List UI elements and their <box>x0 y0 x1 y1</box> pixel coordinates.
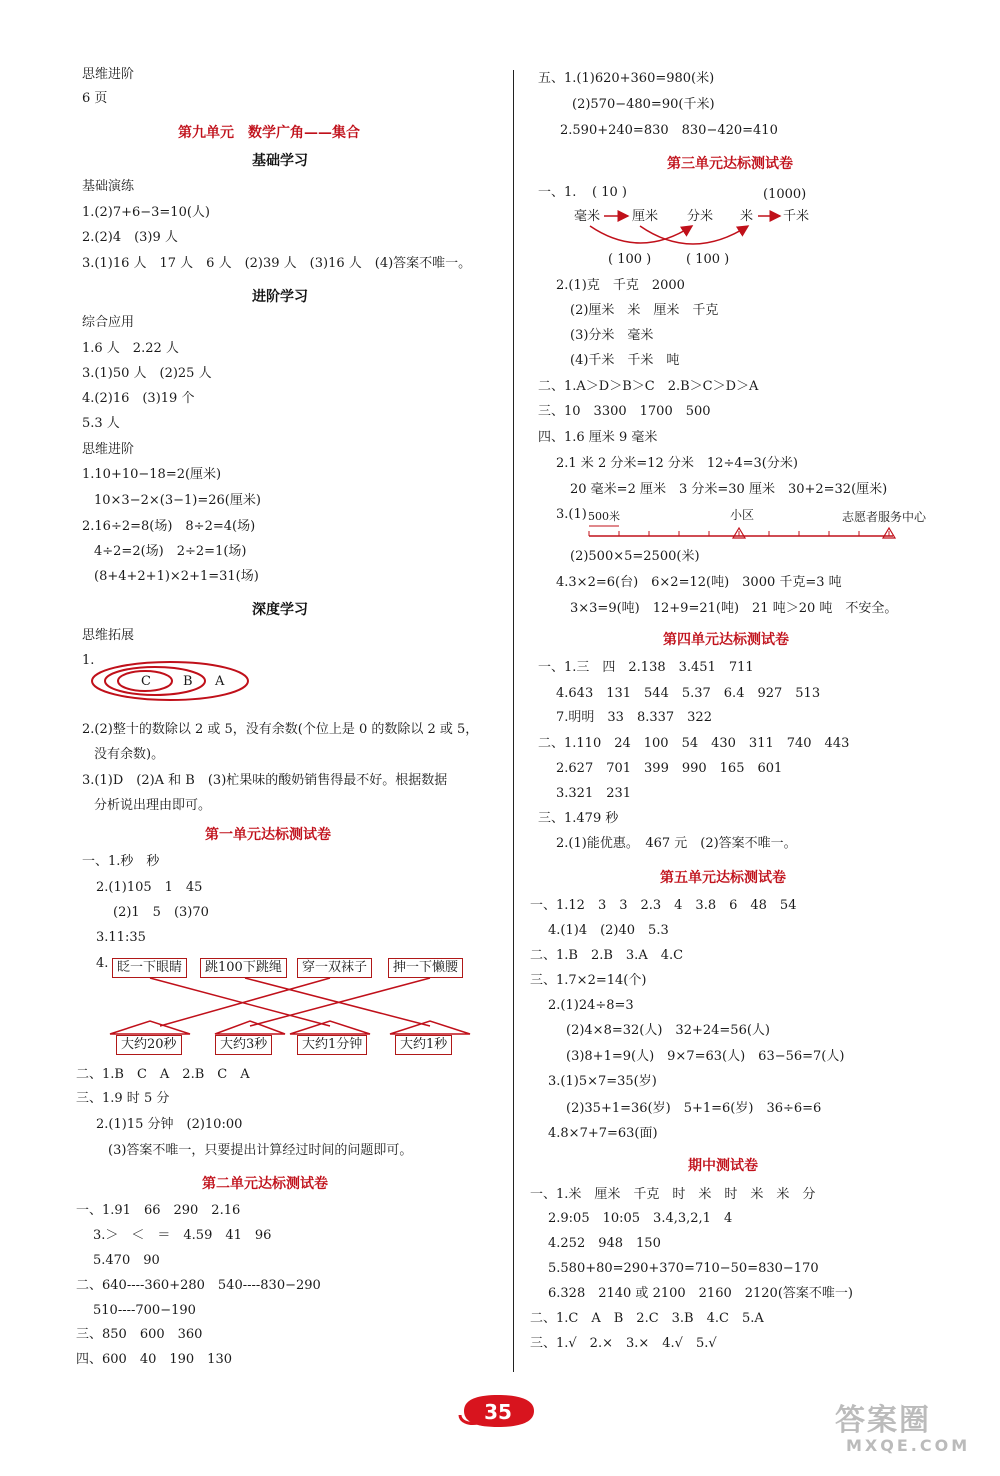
line-label-mid: 小区 <box>730 508 755 522</box>
answer-line: 没有余数)。 <box>94 747 165 762</box>
answer-line: 3.＞ ＜ ＝ 4.59 41 96 <box>93 1228 272 1243</box>
left-heading-think: 思维进阶 <box>82 67 135 82</box>
venn-label-a: A <box>215 674 225 689</box>
answer-line: 四、600 40 190 130 <box>76 1352 232 1367</box>
answer-line: 2.(1)克 千克 2000 <box>556 278 685 293</box>
answer-line: 3.(1) <box>556 507 587 522</box>
venn-diagram <box>90 660 255 706</box>
answer-line: 1.10+10−18=2(厘米) <box>82 467 222 482</box>
answer-line: 7.明明 33 8.337 322 <box>556 710 712 725</box>
answer-line: 5.3 人 <box>82 416 120 431</box>
venn-label-c: C <box>141 674 151 689</box>
answer-line: 2.(2)整十的数除以 2 或 5，没有余数(个位上是 0 的数除以 2 或 5， <box>82 722 479 737</box>
unit-dm: 分米 <box>687 209 714 224</box>
answer-line: 二、1.A＞D＞B＞C 2.B＞C＞D＞A <box>538 379 759 394</box>
answer-line: 4.8×7+7=63(面) <box>548 1126 658 1141</box>
answer-line: 分析说出理由即可。 <box>94 798 212 813</box>
answer-line: 四、1.6 厘米 9 毫米 <box>538 430 658 445</box>
unit2-title: 第二单元达标测试卷 <box>202 1176 328 1192</box>
deep-sub: 思维拓展 <box>82 628 135 643</box>
answer-line: 1.(2)7+6−3=10(人) <box>82 205 210 220</box>
answer-line: 一、1.12 3 3 2.3 4 3.8 6 48 54 <box>530 898 797 913</box>
unit5-title: 第五单元达标测试卷 <box>660 870 786 886</box>
number-line <box>585 524 900 542</box>
unit1-title: 第一单元达标测试卷 <box>205 827 331 843</box>
matching-lines <box>100 976 480 1038</box>
answer-line: 三、1.7×2=14(个) <box>530 973 647 988</box>
answer-line: 6.328 2140 或 2100 2160 2120(答案不唯一) <box>548 1286 853 1301</box>
left-page-ref: 6 页 <box>82 91 108 106</box>
answer-line: (2)570−480=90(千米) <box>572 97 715 112</box>
answer-line: 2.(1)24÷8=3 <box>548 998 634 1013</box>
answer-line: 5.580+80=290+370=710−50=830−170 <box>548 1261 819 1276</box>
unit-mm: 毫米 <box>574 209 601 224</box>
answer-line: 三、1.√ 2.× 3.× 4.√ 5.√ <box>530 1336 717 1351</box>
answer-line: 二、1.B 2.B 3.A 4.C <box>530 948 684 963</box>
answer-line: 一、1. <box>538 185 577 200</box>
answer-line: 一、1.米 厘米 千克 时 米 时 米 米 分 <box>530 1187 816 1202</box>
answer-line: 4÷2=2(场) 2÷2=1(场) <box>94 544 247 559</box>
answer-line: 三、1.479 秒 <box>538 811 619 826</box>
answer-line: 4.(1)4 (2)40 5.3 <box>548 923 669 938</box>
basic-study-title: 基础学习 <box>252 153 308 169</box>
answer-line: (2)35+1=36(岁) 5+1=6(岁) 36÷6=6 <box>566 1101 822 1116</box>
answer-line: 三、10 3300 1700 500 <box>538 404 711 419</box>
answer-line: 3.(1)50 人 (2)25 人 <box>82 366 212 381</box>
match-bottom-2: 大约3秒 <box>215 1035 272 1055</box>
unit-num-1000: (1000) <box>763 187 807 202</box>
answer-line: 2.(2)4 (3)9 人 <box>82 230 178 245</box>
unit-arrows <box>560 200 820 250</box>
answer-line: 2.(1)15 分钟 (2)10:00 <box>96 1117 243 1132</box>
answer-line: (2)厘米 米 厘米 千克 <box>570 303 719 318</box>
match-bottom-1: 大约20秒 <box>116 1035 182 1055</box>
answer-line: 1. <box>82 653 95 668</box>
answer-line: (3)分米 毫米 <box>570 328 654 343</box>
answer-line: (2)4×8=32(人) 32+24=56(人) <box>566 1023 770 1038</box>
unit-num-10: ( 10 ) <box>592 185 627 200</box>
venn-label-b: B <box>183 674 193 689</box>
answer-line: 4.3×2=6(台) 6×2=12(吨) 3000 千克=3 吨 <box>556 575 842 590</box>
answer-line: 510----700−190 <box>93 1303 196 1318</box>
match-top-1: 眨一下眼睛 <box>112 958 187 978</box>
answer-line: 一、1.三 四 2.138 3.451 711 <box>538 660 754 675</box>
adv-sub: 综合应用 <box>82 315 135 330</box>
unit-m: 米 <box>740 209 754 224</box>
advanced-study-title: 进阶学习 <box>252 289 308 305</box>
answer-line: 3.(1)5×7=35(岁) <box>548 1074 657 1089</box>
answer-line: 二、640----360+280 540----830−290 <box>76 1278 321 1293</box>
match-bottom-4: 大约1秒 <box>395 1035 452 1055</box>
answer-line: 4.643 131 544 5.37 6.4 927 513 <box>556 686 821 701</box>
unit-num-100-b: ( 100 ) <box>686 252 730 267</box>
answer-line: 二、1.C A B 2.C 3.B 4.C 5.A <box>530 1311 764 1326</box>
page-number: 35 <box>484 1400 512 1424</box>
answer-line: (2)1 5 (3)70 <box>113 905 209 920</box>
answer-line: 3.321 231 <box>556 786 632 801</box>
match-top-2: 跳100下跳绳 <box>200 958 287 978</box>
watermark-bottom: MXQE.COM <box>846 1436 971 1455</box>
answer-line: 一、1.91 66 290 2.16 <box>76 1203 241 1218</box>
match-bottom-3: 大约1分钟 <box>297 1035 367 1055</box>
answer-line: 二、1.B C A 2.B C A <box>76 1067 250 1082</box>
think-sub: 思维进阶 <box>82 442 135 457</box>
answer-line: (3)8+1=9(人) 9×7=63(人) 63−56=7(人) <box>566 1049 845 1064</box>
answer-line: 3×3=9(吨) 12+9=21(吨) 21 吨＞20 吨 不安全。 <box>570 601 898 616</box>
answer-line: (3)答案不唯一，只要提出计算经过时间的问题即可。 <box>108 1143 413 1158</box>
answer-line: 2.1 米 2 分米=12 分米 12÷4=3(分米) <box>556 456 798 471</box>
answer-line: 2.16÷2=8(场) 8÷2=4(场) <box>82 519 256 534</box>
answer-line: 3.(1)16 人 17 人 6 人 (2)39 人 (3)16 人 (4)答案不唯一。 <box>82 256 472 271</box>
unit-km: 千米 <box>783 209 810 224</box>
answer-line: 二、1.110 24 100 54 430 311 740 443 <box>538 736 850 751</box>
answer-line: 3.11:35 <box>96 930 146 945</box>
midterm-title: 期中测试卷 <box>688 1158 758 1174</box>
line-label-start: 500米 <box>588 510 620 523</box>
answer-line: 2.627 701 399 990 165 601 <box>556 761 783 776</box>
answer-line: (4)千米 千米 吨 <box>570 353 680 368</box>
line-label-end: 志愿者服务中心 <box>842 510 927 524</box>
answer-line: 三、850 600 360 <box>76 1327 203 1342</box>
answer-line: 4.(2)16 (3)19 个 <box>82 391 195 406</box>
answer-line: 2.590+240=830 830−420=410 <box>560 123 778 138</box>
match-top-3: 穿一双袜子 <box>297 958 372 978</box>
answer-line: 五、1.(1)620+360=980(米) <box>538 71 715 86</box>
answer-line: (2)500×5=2500(米) <box>570 549 700 564</box>
answer-line: 2.(1)能优惠。 467 元 (2)答案不唯一。 <box>556 836 797 851</box>
answer-line: 10×3−2×(3−1)=26(厘米) <box>94 493 261 508</box>
answer-line: 3.(1)D (2)A 和 B (3)杧果味的酸奶销售得最不好。根据数据 <box>82 773 448 788</box>
unit4-title: 第四单元达标测试卷 <box>663 632 789 648</box>
answer-line: 2.9:05 10:05 3.4,3,2,1 4 <box>548 1211 733 1226</box>
unit9-title: 第九单元 数学广角——集合 <box>178 125 360 141</box>
answer-line: 1.6 人 2.22 人 <box>82 341 179 356</box>
answer-line: 2.(1)105 1 45 <box>96 880 203 895</box>
answer-line: 三、1.9 时 5 分 <box>76 1091 170 1106</box>
answer-line: 4. <box>96 956 109 971</box>
page-number-badge <box>458 1393 538 1429</box>
answer-line: 4.252 948 150 <box>548 1236 661 1251</box>
watermark-top: 答案圈 <box>835 1403 931 1438</box>
column-divider <box>513 70 514 1372</box>
unit3-title: 第三单元达标测试卷 <box>667 156 793 172</box>
answer-line: 一、1.秒 秒 <box>82 854 160 869</box>
answer-line: 5.470 90 <box>93 1253 160 1268</box>
basic-sub: 基础演练 <box>82 179 135 194</box>
deep-study-title: 深度学习 <box>252 602 308 618</box>
unit-num-100-a: ( 100 ) <box>608 252 652 267</box>
answer-line: 20 毫米=2 厘米 3 分米=30 厘米 30+2=32(厘米) <box>570 482 888 497</box>
unit-cm: 厘米 <box>632 209 659 224</box>
match-top-4: 抻一下懒腰 <box>388 958 463 978</box>
answer-line: (8+4+2+1)×2+1=31(场) <box>94 569 259 584</box>
